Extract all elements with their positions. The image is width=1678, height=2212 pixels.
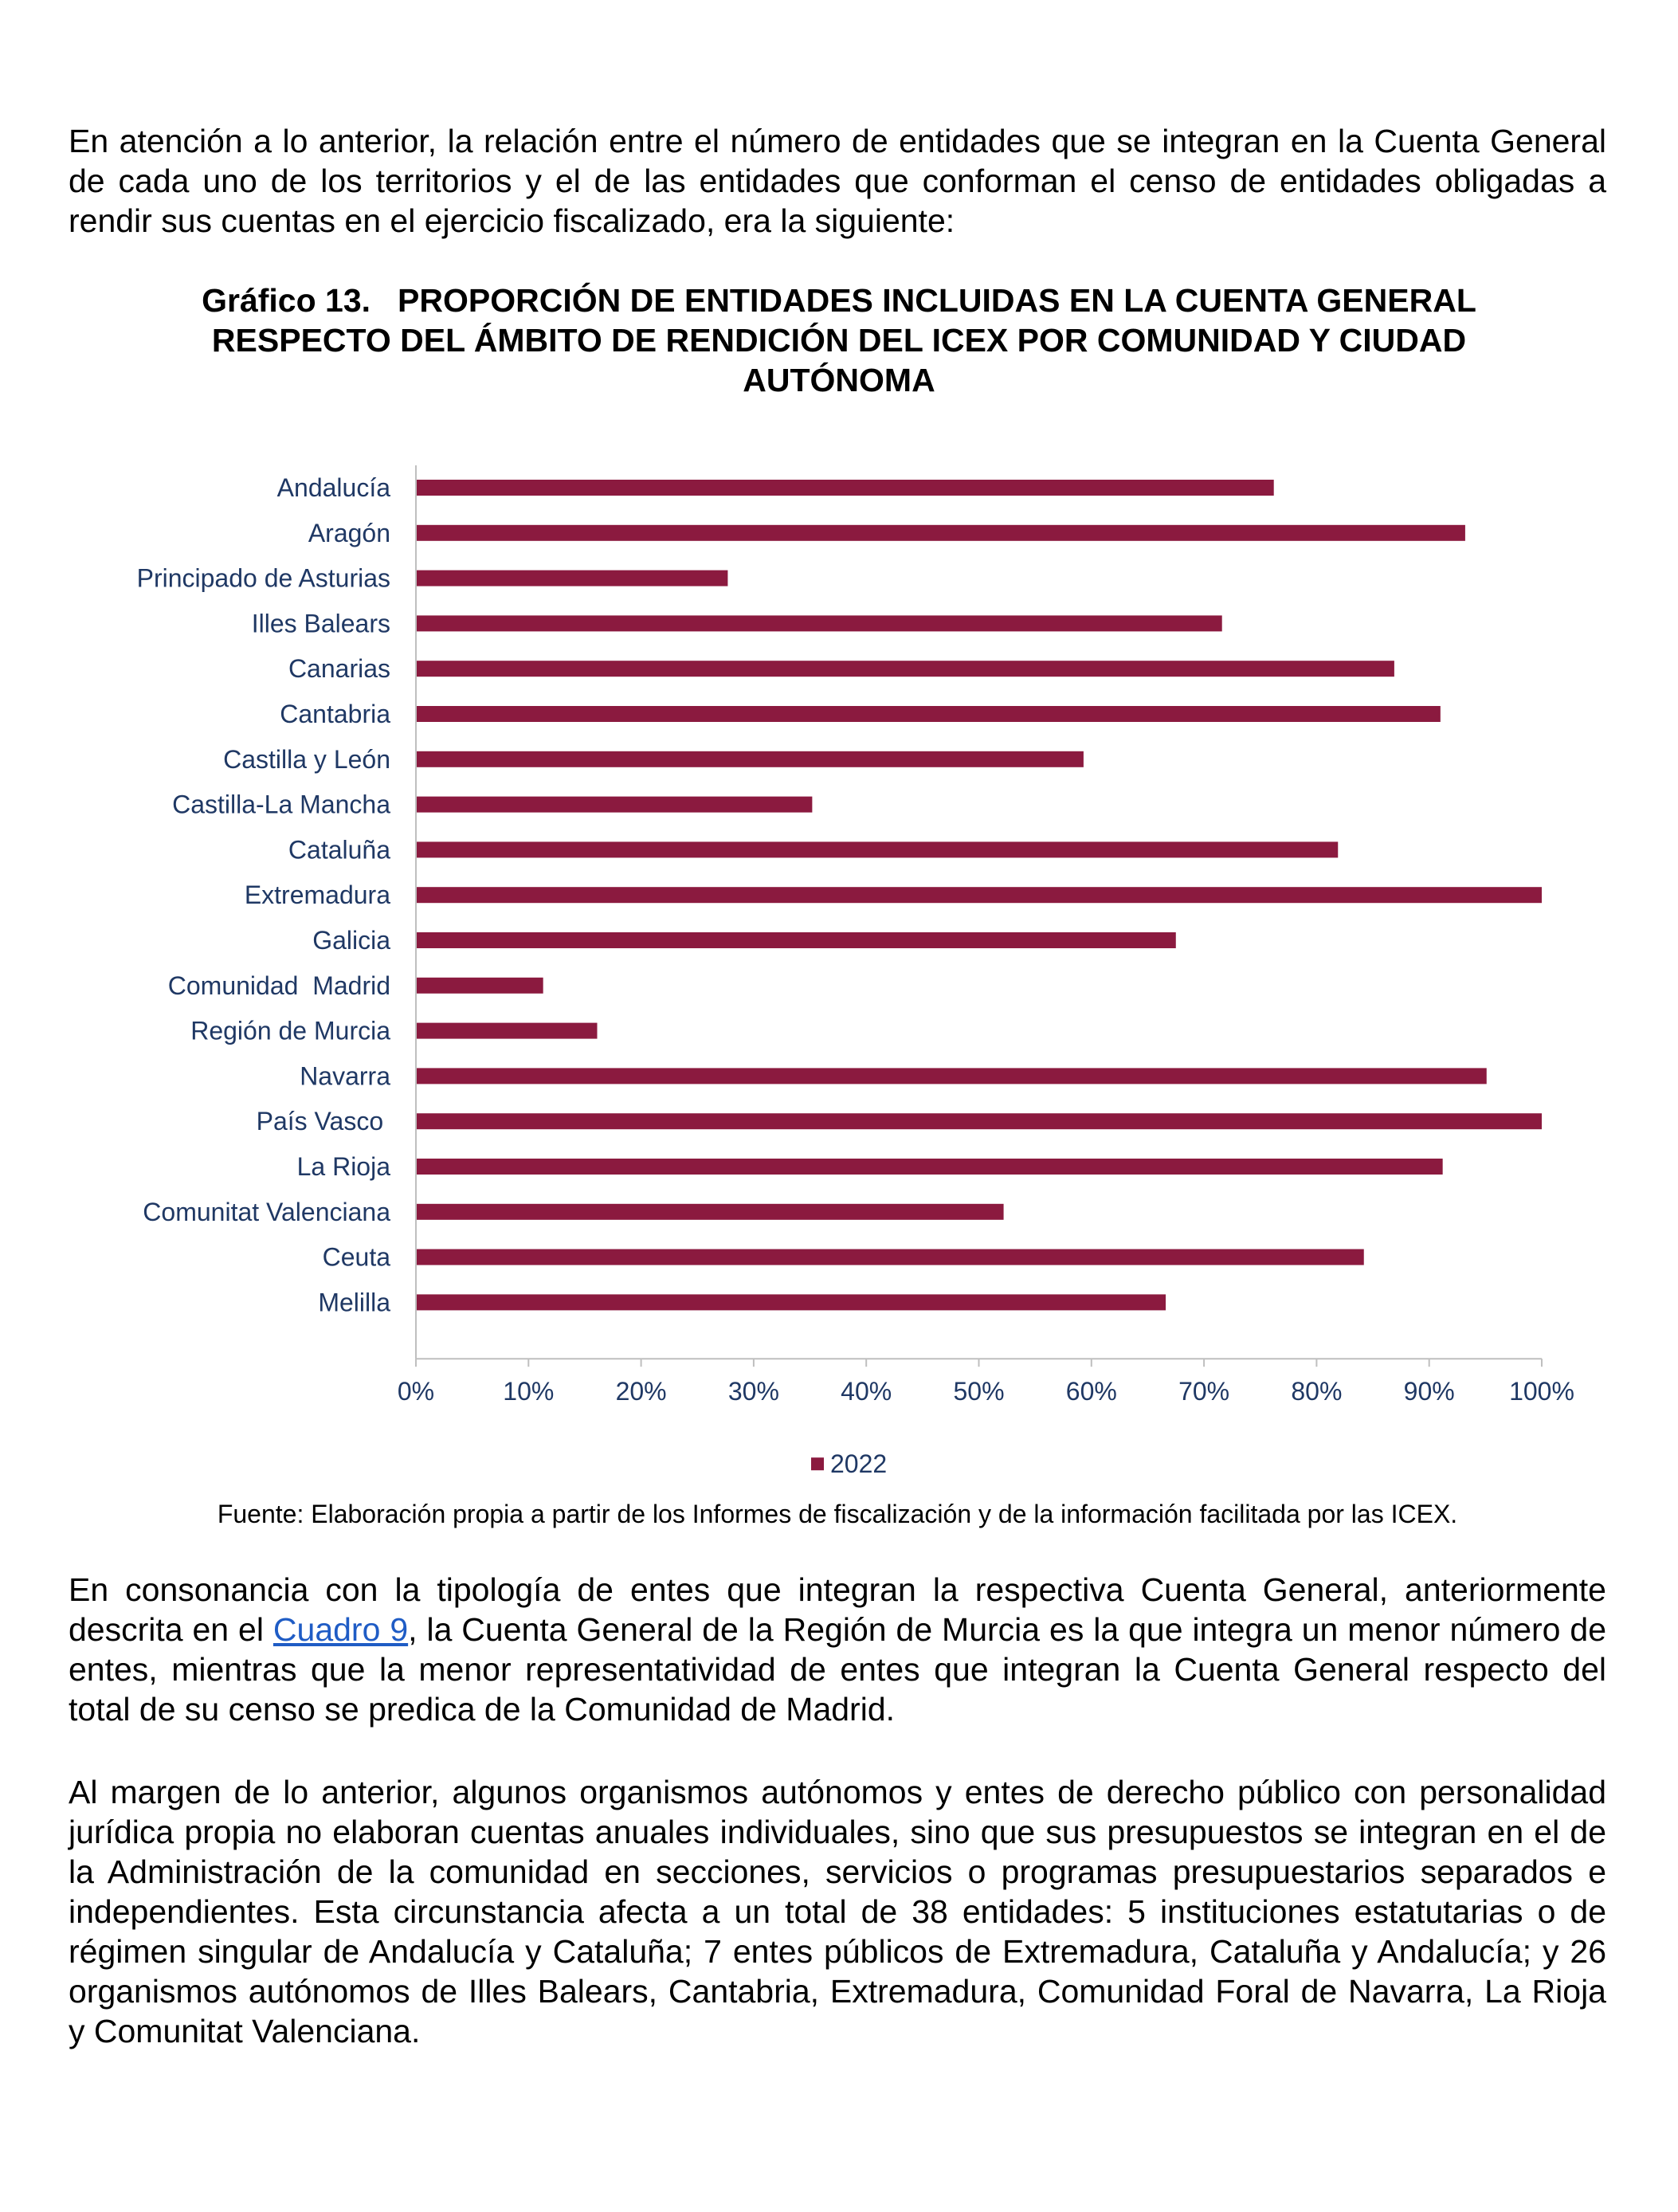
bar xyxy=(416,841,1338,857)
x-tick-label: 60% xyxy=(1065,1377,1117,1406)
x-tick-label: 0% xyxy=(397,1377,435,1406)
paragraph-2-text-b: , la Cuenta General de la Región de Murcia es la que integra un menor número de entes, mientras que la menor representatividad de entes que integran la Cuenta General respecto del total de su censo se predica de la Comunidad de Madrid. xyxy=(69,1611,1607,1728)
bar xyxy=(416,751,1084,767)
bar xyxy=(416,1204,1004,1220)
bar xyxy=(416,1249,1364,1265)
x-tick-label: 30% xyxy=(727,1377,779,1406)
category-label: País Vasco xyxy=(256,1107,390,1136)
bar-chart xyxy=(0,462,1678,1482)
paragraph-2-text-a: En consonancia con la tipología de entes que integran la respectiva Cuenta General, anteriormente descrita en el xyxy=(69,1571,1606,1648)
bar xyxy=(416,1294,1166,1310)
category-label: Extremadura xyxy=(244,880,390,910)
category-label: Región de Murcia xyxy=(190,1016,390,1045)
cuadro-9-link[interactable]: Cuadro 9 xyxy=(272,1611,409,1648)
chart-caption xyxy=(127,280,1551,400)
x-tick-label: 40% xyxy=(841,1377,892,1406)
category-label: Castilla y León xyxy=(223,744,390,774)
bar xyxy=(416,1113,1542,1129)
x-tick-label: 90% xyxy=(1403,1377,1455,1406)
category-label: Cataluña xyxy=(288,835,390,865)
bar xyxy=(416,1159,1443,1175)
category-label: Illes Balears xyxy=(251,609,390,638)
bar xyxy=(416,525,1465,541)
bar xyxy=(416,571,727,586)
x-tick-label: 50% xyxy=(953,1377,1005,1406)
category-label: Cantabria xyxy=(280,700,390,728)
source-note: Fuente: Elaboración propia a partir de los Informes de fiscalización y de la información facilitada por las ICEX. xyxy=(217,1500,1458,1528)
intro-paragraph: En atención a lo anterior, la relación entre el número de entidades que se integran en la Cuenta General de cada uno de los territorios y el de las entidades que conforman el censo de entidades obligadas a rendir sus cuentas en el ejercicio fiscalizado, era la siguiente: xyxy=(69,123,1606,239)
chart-number: Gráfico 13. xyxy=(202,282,371,319)
bar xyxy=(416,480,1274,496)
x-tick-label: 80% xyxy=(1291,1377,1343,1406)
bar xyxy=(416,1023,597,1039)
bar xyxy=(416,661,1394,677)
bars-layer xyxy=(416,480,1542,1310)
category-label: Navarra xyxy=(300,1061,390,1091)
category-label: Canarias xyxy=(288,654,390,684)
legend-label: 2022 xyxy=(830,1449,888,1479)
x-tick-label: 10% xyxy=(503,1377,555,1406)
x-tick-label: 100% xyxy=(1509,1377,1574,1406)
category-label: Principado de Asturias xyxy=(136,563,390,593)
bar xyxy=(416,1068,1487,1084)
legend-swatch xyxy=(811,1457,824,1470)
bar xyxy=(416,887,1542,903)
bar xyxy=(416,797,812,813)
category-label: Castilla-La Mancha xyxy=(172,790,390,819)
x-tick-label: 20% xyxy=(615,1377,667,1406)
bar xyxy=(416,615,1222,631)
category-label: La Rioja xyxy=(296,1152,390,1181)
category-label: Melilla xyxy=(318,1288,390,1317)
bar xyxy=(416,978,543,994)
x-tick-label: 70% xyxy=(1178,1377,1230,1406)
paragraph-2 xyxy=(69,1570,1606,1729)
paragraph-3: Al margen de lo anterior, algunos organismos autónomos y entes de derecho público con personalidad jurídica propia no elaboran cuentas anuales individuales, sino que sus presupuestos se integran en el de la Administración de la comunidad en secciones, servicios o programas presupuestarios separados e independientes. Esta circunstancia afecta a un total de 38 entidades: 5 instituciones estatutarias o de régimen singular de Andalucía y Cataluña; 7 entes públicos de Extremadura, Cataluña y Andalucía; y 26 organismos autónomos de Illes Balears, Cantabria, Extremadura, Comunidad Foral de Navarra, La Rioja y Comunitat Valenciana. xyxy=(69,1774,1606,2049)
category-label: Andalucía xyxy=(276,473,390,502)
category-label: Comunidad Madrid xyxy=(167,971,390,1000)
chart-title: PROPORCIÓN DE ENTIDADES INCLUIDAS EN LA CUENTA GENERAL RESPECTO DEL ÁMBITO DE RENDICIÓN DEL ICEX POR COMUNIDAD Y CIUDAD AUTÓNOMA xyxy=(211,282,1476,398)
bar xyxy=(416,932,1176,948)
category-label: Aragón xyxy=(308,518,390,547)
legend xyxy=(811,1449,887,1478)
category-label: Comunitat Valenciana xyxy=(143,1197,390,1226)
category-label: Galicia xyxy=(312,926,390,955)
category-label: Ceuta xyxy=(322,1242,390,1272)
bar xyxy=(416,706,1441,722)
